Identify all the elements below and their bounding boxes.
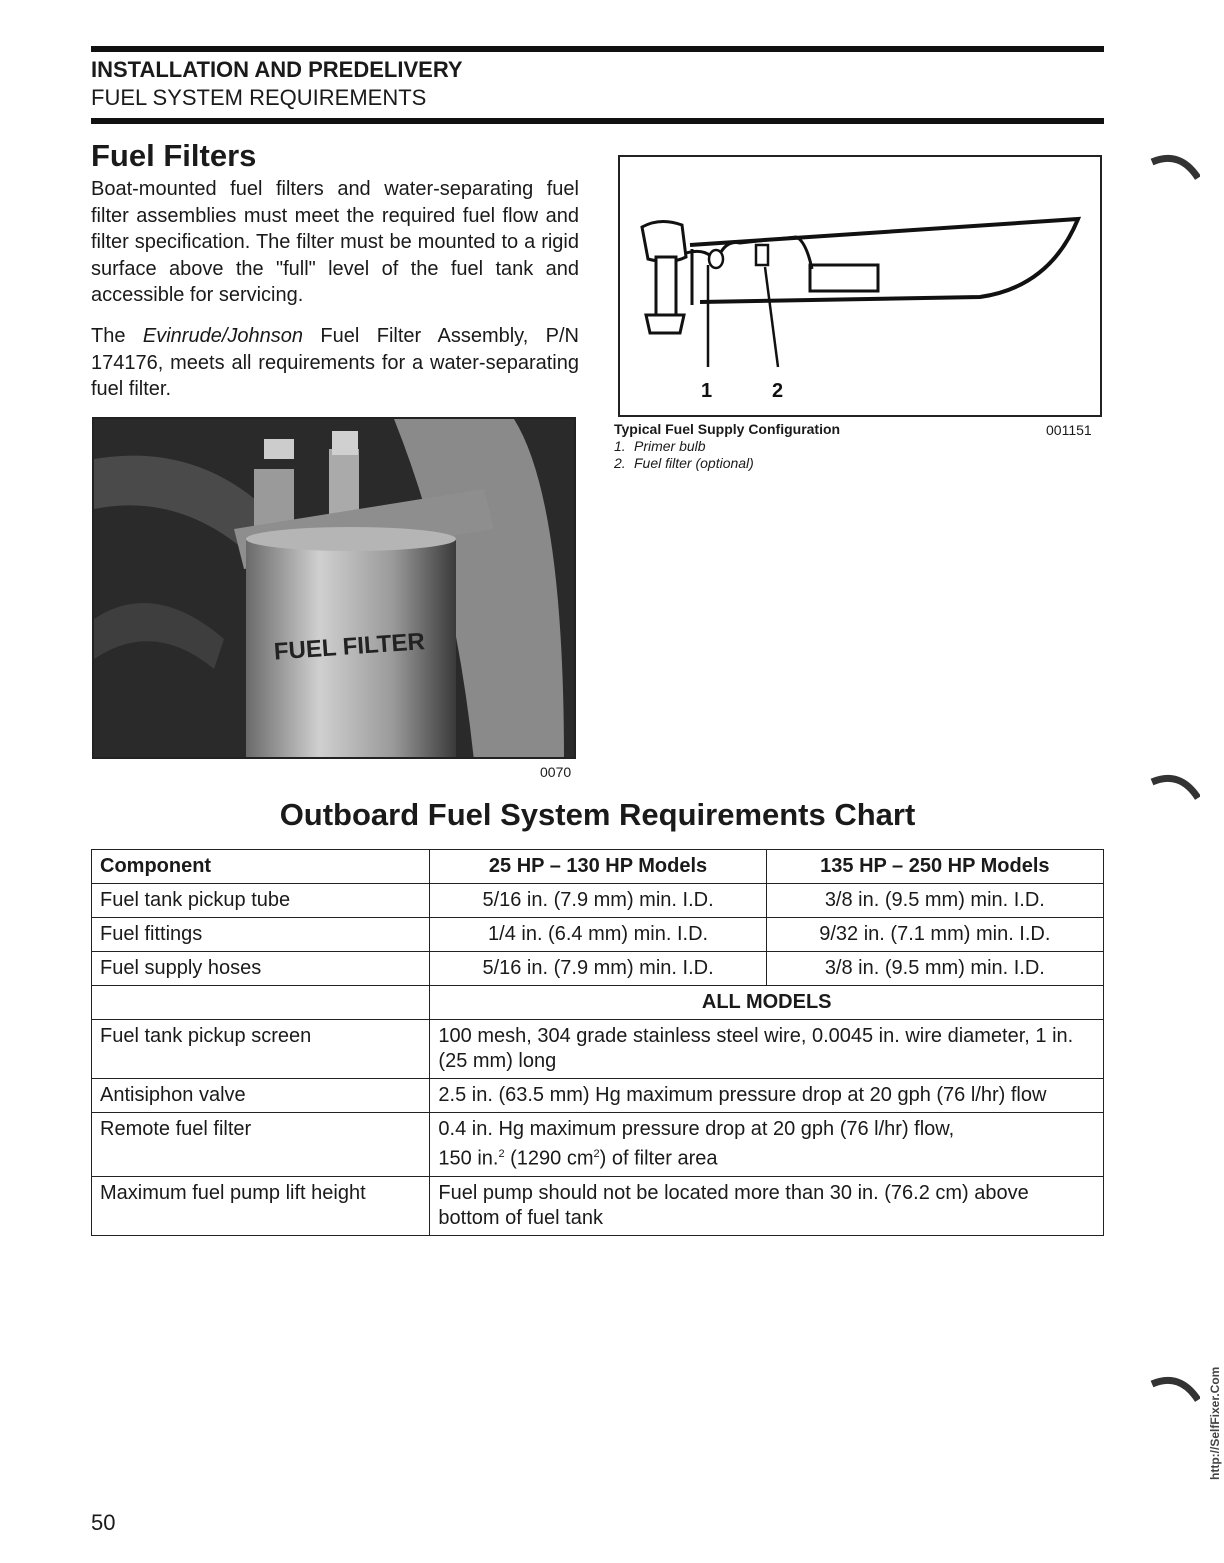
- table-row: [92, 918, 1104, 952]
- fuel-supply-diagram-drawing: [620, 157, 1100, 415]
- table-cell: Fuel fittings: [92, 918, 430, 952]
- diagram-code: 001151: [1046, 422, 1092, 438]
- table-cell: 2.5 in. (63.5 mm) Hg maximum pressure drop at 20 gph (76 l/hr) flow: [430, 1079, 1104, 1113]
- requirements-table: [91, 849, 1104, 1236]
- watermark: http://SelfFixer.Com: [1208, 1366, 1222, 1480]
- chart-title: Outboard Fuel System Requirements Chart: [279, 797, 916, 832]
- table-row: [92, 1079, 1104, 1113]
- caption-item: 1. Primer bulb: [614, 438, 706, 454]
- section-title: INSTALLATION AND PREDELIVERY: [91, 57, 463, 82]
- photo-label: FUEL FILTER: [273, 628, 426, 666]
- table-row: [92, 952, 1104, 986]
- table-cell: Fuel tank pickup tube: [92, 884, 430, 918]
- header-bottom-rule: [91, 118, 1104, 124]
- fuel-filter-photo: [92, 417, 576, 759]
- page-number: 50: [91, 1510, 116, 1535]
- binder-ring-mark: [1150, 770, 1200, 810]
- table-cell: Antisiphon valve: [92, 1079, 430, 1113]
- callout-1: 1: [701, 380, 713, 402]
- table-header-row: [92, 850, 1104, 884]
- brand-name: Evinrude/Johnson: [142, 325, 303, 347]
- fuel-filters-paragraph-1: Boat-mounted fuel filters and water-separating fuel filter assemblies must meet the required fuel flow and filter specification. The filter must be mounted to a rigid surface above the "full" level of the fuel tank and accessible for servicing.: [91, 178, 579, 306]
- table-row: [92, 1020, 1104, 1079]
- all-models-label: ALL MODELS: [430, 986, 1104, 1020]
- all-models-row: [92, 986, 1104, 1020]
- table-cell: Remote fuel filter: [92, 1113, 430, 1177]
- photo-code: 0070: [540, 764, 572, 780]
- table-cell: Maximum fuel pump lift height: [92, 1176, 430, 1235]
- table-cell: Fuel tank pickup screen: [92, 1020, 430, 1079]
- table-cell: 0.4 in. Hg maximum pressure drop at 20 gph (76 l/hr) flow, 150 in.$^2$ (1290 $cm^2$) of filter area: [430, 1113, 1104, 1177]
- table-cell: 1/4 in. (6.4 mm) min. I.D.: [430, 918, 766, 952]
- fuel-supply-diagram: [618, 155, 1102, 417]
- table-cell: 9/32 in. (7.1 mm) min. I.D.: [766, 918, 1103, 952]
- header-25-130: 25 HP – 130 HP Models: [430, 850, 766, 884]
- table-cell: Fuel pump should not be located more than 30 in. (76.2 cm) above bottom of fuel tank: [430, 1176, 1104, 1235]
- table-cell: 3/8 in. (9.5 mm) min. I.D.: [766, 952, 1103, 986]
- caption-item: 2. Fuel filter (optional): [614, 455, 754, 471]
- header-component: Component: [92, 850, 430, 884]
- table-cell: 100 mesh, 304 grade stainless steel wire, 0.0045 in. wire diameter, 1 in. (25 mm) long: [430, 1020, 1104, 1079]
- table-cell: [92, 986, 430, 1020]
- binder-ring-mark: [1150, 1372, 1200, 1412]
- header-135-250: 135 HP – 250 HP Models: [766, 850, 1103, 884]
- callout-2: 2: [772, 380, 784, 402]
- table-cell: Fuel supply hoses: [92, 952, 430, 986]
- binder-ring-mark: [1150, 150, 1200, 190]
- table-cell: 5/16 in. (7.9 mm) min. I.D.: [430, 952, 766, 986]
- fuel-filters-heading: Fuel Filters: [91, 138, 257, 173]
- table-cell: 5/16 in. (7.9 mm) min. I.D.: [430, 884, 766, 918]
- table-row: [92, 884, 1104, 918]
- diagram-caption-title: Typical Fuel Supply Configuration: [614, 421, 841, 437]
- table-row: [92, 1113, 1104, 1177]
- subsection-title: FUEL SYSTEM REQUIREMENTS: [91, 85, 427, 110]
- table-cell: 3/8 in. (9.5 mm) min. I.D.: [766, 884, 1103, 918]
- table-row: [92, 1176, 1104, 1235]
- fuel-filter-photo-image: [94, 419, 576, 759]
- fuel-filters-paragraph-2: The Evinrude/Johnson Fuel Filter Assembly, P/N 174176, meets all requirements for a water-separating fuel filter.: [91, 325, 579, 400]
- header-top-rule: [91, 46, 1104, 52]
- diagram-caption: [614, 421, 840, 472]
